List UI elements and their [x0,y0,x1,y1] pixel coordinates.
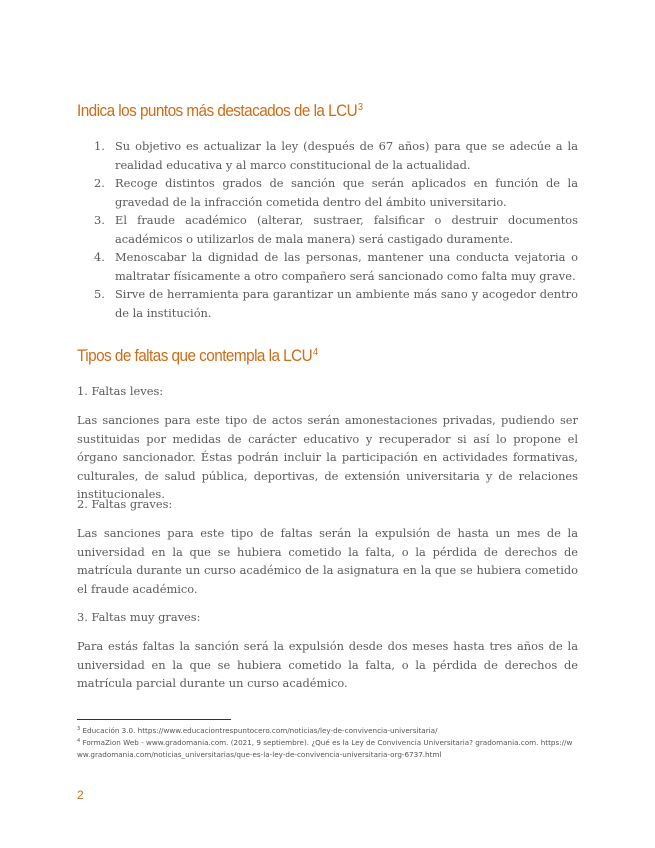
faltas-muy-graves-paragraph: Para estás faltas la sanción será la expulsión desde dos meses hasta tres años de la universidad en la que se hubiera cometido la falta, o la pérdida de derechos de matrícula parcial durante un curso académico. [77,639,578,690]
faltas-graves-paragraph: Las sanciones para este tipo de faltas serán la expulsión de hasta un mes de la universidad en la que se hubiera cometido la falta, o la pérdida de derechos de matrícula durante un curso académico de la asignatura en la que se hubiera cometido el fraude académico. [77,526,578,596]
list-number: 5. [94,287,105,301]
page-number: 2 [77,788,84,802]
section-heading-tipos-faltas [77,346,318,366]
footnote-number: 3 [77,726,81,732]
list-number: 2. [94,176,105,190]
list-text: El fraude académico (alterar, sustraer, falsificar o destruir documentos académicos o utilizarlos de mala manera) será castigado duramente. [115,213,578,246]
footnote-ref: 3 [357,102,363,113]
list-text: Menoscabar la dignidad de las personas, mantener una conducta vejatoria o maltratar físicamente a otro compañero será sancionado como falta muy grave. [115,250,578,283]
list-number: 4. [94,250,105,264]
faltas-leves-label: 1. Faltas leves: [77,384,164,398]
footnote-text: FormaZion Web - www.gradomania.com. (2021, 9 septiembre). ¿Qué es la Ley de Convivencia Universitaria? gradomania.com. https://www.gradomania.com/noticias_universitarias/que-es-la-ley-de-convivencia-universitaria-org-6737.html [77,738,573,759]
list-number: 3. [94,213,105,227]
footnote-ref: 4 [313,347,318,358]
highlights-list [94,137,578,322]
list-item [94,285,578,322]
faltas-muy-graves-label: 3. Faltas muy graves: [77,610,201,624]
list-item [94,137,578,174]
list-number: 1. [94,139,105,153]
heading-text: Tipos de faltas que contempla la LCU [77,346,313,365]
footnote-number: 4 [77,738,81,744]
footnote-4 [77,736,577,760]
faltas-graves-label: 2. Faltas graves: [77,497,173,511]
footnote-divider [77,719,231,720]
list-text: Recoge distintos grados de sanción que serán aplicados en función de la gravedad de la infracción cometida dentro del ámbito universitario. [115,176,578,209]
list-text: Sirve de herramienta para garantizar un ambiente más sano y acogedor dentro de la institución. [115,287,578,320]
list-text: Su objetivo es actualizar la ley (después de 67 años) para que se adecúe a la realidad educativa y al marco constitucional de la actualidad. [115,139,578,172]
footnote-text: Educación 3.0. https://www.educaciontrespuntocero.com/noticias/ley-de-convivencia-universitaria/ [82,726,438,735]
section-heading-destacados [77,101,362,121]
list-item [94,174,578,211]
list-item [94,248,578,285]
faltas-leves-paragraph: Las sanciones para este tipo de actos serán amonestaciones privadas, pudiendo ser sustituidas por medidas de carácter educativo y recuperador si así lo propone el órgano sancionador. Éstas podrán incluir la participación en actividades formativas, culturales, de salud pública, deportivas, de extensión universitaria y de relaciones institucionales. [77,413,578,501]
heading-text: Indica los puntos más destacados de la LCU [77,101,358,120]
list-item [94,211,578,248]
footnote-3 [77,724,577,737]
